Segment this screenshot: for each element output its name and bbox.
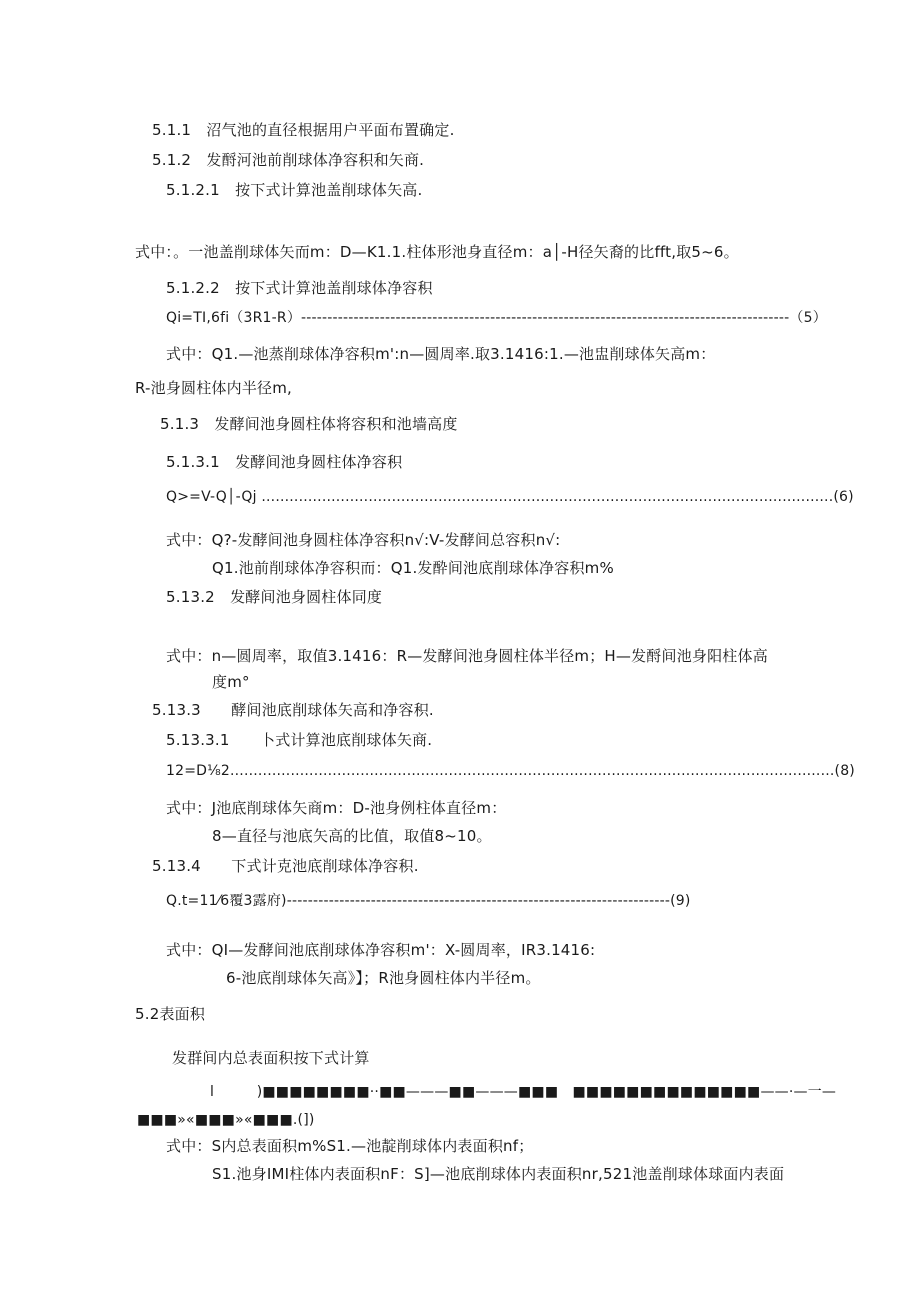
- section-5-1-3: 5.1.3 发酵间池身圆柱体将容积和池墙高度: [160, 415, 458, 433]
- formula-note-9-cont: 6-池底削球体矢高》】；R池身圆柱体内半径m。: [226, 969, 541, 987]
- formula-note-1: 式中：。一池盖削球体矢而m：D—K1.1.柱体形池身直径m：a│-H径矢裔的比fft,取5~6。: [135, 243, 739, 261]
- formula-note-9: 式中：QI—发酵间池底削球体净容积m'：X-圆周率，IR3.1416:: [166, 941, 596, 959]
- section-5-2-title: 5.2表面积: [135, 1005, 206, 1023]
- section-5-1-2-2: 5.1.2.2 按下式计算池盖削球体净容积: [166, 279, 433, 297]
- formula-surface-cont: ■■■»«■■■»«■■■.(]): [137, 1112, 315, 1128]
- section-5-13-2: 5.13.2 发酵间池身圆柱体同度: [166, 588, 383, 606]
- formula-surface: l )■■■■■■■■··■■———■■———■■■ ■■■■■■■■■■■■■■——·—一—: [210, 1084, 837, 1100]
- formula-note-6: 式中：Q?-发酵间池身圆柱体净容积n√:V-发酵间总容积n√:: [166, 531, 561, 549]
- formula-9: Q.t=11⁄6覆3露府)-------------------------------------------------------------------------(9): [166, 893, 691, 909]
- section-5-1-1: 5.1.1 沼气池的直径根据用户平面布置确定.: [152, 121, 455, 139]
- section-5-13-3-1: 5.13.3.1 卜式计算池底削球体矢商.: [166, 731, 433, 749]
- section-5-1-2-1: 5.1.2.1 按下式计算池盖削球体矢高.: [166, 181, 423, 199]
- formula-note-surface: 式中：S内总表面积m%S1.—池靛削球体内表面积nf；: [166, 1137, 534, 1155]
- formula-note-6-cont: Q1.池前削球体净容积而：Q1.发酔间池底削球体净容积m%: [212, 559, 614, 577]
- formula-8: 12=D⅛2..................................................................................................................................(8): [166, 763, 855, 779]
- formula-5: Qi=TI,6fi（3R1-R）---------------------------------------------------------------------------------------------（5）: [166, 310, 827, 326]
- surface-area-intro: 发群间内总表面积按下式计算: [172, 1049, 370, 1067]
- formula-note-surface-cont: S1.池身IMI柱体内表面积nF：S]—池底削球体内表面积nr,521池盖削球体球面内表面: [212, 1165, 785, 1183]
- formula-note-8: 式中：J池底削球体矢商m：D-池身例柱体直径m：: [166, 799, 507, 817]
- formula-note-8-cont: 8—直径与池底矢高的比值，取值8~10。: [212, 827, 492, 845]
- formula-note-7-cont: 度m°: [212, 673, 250, 691]
- section-5-1-2: 5.1.2 发酹河池前削球体净容积和矢商.: [152, 151, 425, 169]
- section-5-13-4: 5.13.4 下式计克池底削球体净容积.: [152, 857, 419, 875]
- section-5-13-3: 5.13.3 酵间池底削球体矢高和净容积.: [152, 701, 434, 719]
- formula-note-5-cont: R-池身圆柱体内半径m,: [135, 379, 293, 397]
- formula-6: Q>=V-Q│-Qj ...........................................................................................................................(6): [166, 489, 854, 505]
- formula-note-5: 式中：Q1.—池蒸削球体净容积m':n—圆周率.取3.1416:1.—池盅削球体矢高m：: [166, 345, 716, 363]
- formula-note-7: 式中：n—圆周率，取值3.1416：R—发酵间池身圆柱体半径m；H—发酹间池身阳柱体高: [166, 647, 768, 665]
- section-5-1-3-1: 5.1.3.1 发酵间池身圆柱体净容积: [166, 453, 403, 471]
